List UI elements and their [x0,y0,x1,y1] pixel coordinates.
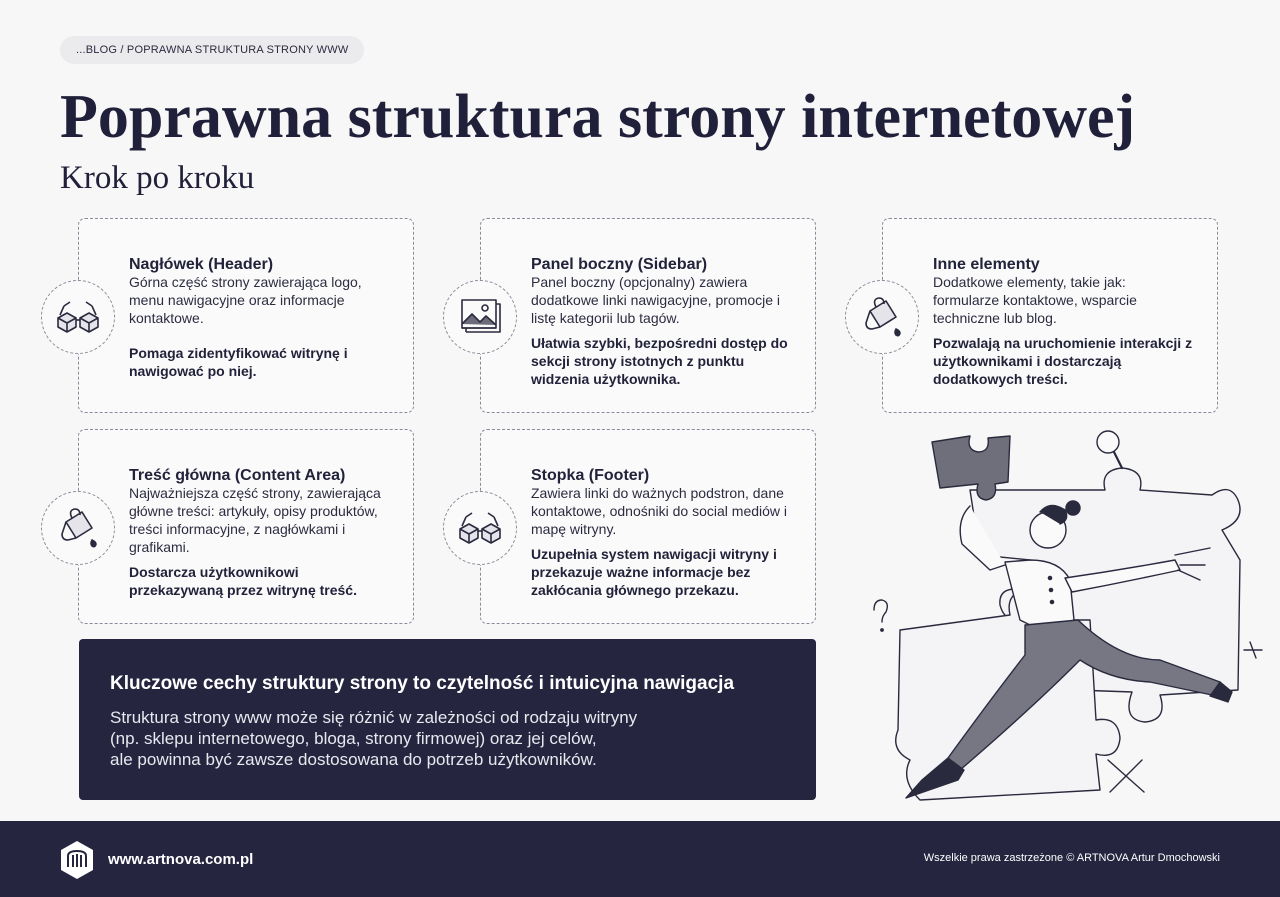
card-footer [480,429,816,624]
site-footer [0,821,1280,897]
artnova-logo-icon[interactable] [59,840,95,880]
paint-bucket-icon [41,491,115,565]
card-title: Nagłówek (Header) [129,256,274,273]
card-description: Najważniejsza część strony, zawierająca główne treści: artykuły, opisy produktów, treści informacyjne, z nagłówkami i grafikami. [129,485,381,555]
banner-text [110,707,750,770]
glasses-icon [41,280,115,354]
key-features-banner [79,639,816,800]
card-content-area [78,429,414,624]
copyright-text: Wszelkie prawa zastrzeżone © ARTNOVA Artur Dmochowski [923,852,1220,864]
site-url-link[interactable]: www.artnova.com.pl [108,851,254,868]
puzzle-person-illustration [860,420,1270,810]
card-emphasis: Pomaga zidentyfikować witrynę i nawigować po niej. [129,345,348,379]
paint-bucket-icon [845,280,919,354]
card-emphasis: Ułatwia szybki, bezpośredni dostęp do sekcji strony istotnych z punktu widzenia użytkownika. [531,335,788,387]
card-emphasis: Uzupełnia system nawigacji witryny i przekazuje ważne informacje bez zakłócania głównego przekazu. [531,546,777,598]
page-title: Poprawna struktura strony internetowej [60,83,1136,151]
banner-line: (np. sklepu internetowego, bloga, strony firmowej) oraz jej celów, [110,729,597,748]
card-emphasis: Dostarcza użytkownikowi przekazywaną przez witrynę treść. [129,564,357,598]
card-description: Panel boczny (opcjonalny) zawiera dodatkowe linki nawigacyjne, promocje i listę kategorii lub tagów. [531,274,781,326]
banner-title: Kluczowe cechy struktury strony to czytelność i intuicyjna nawigacja [110,673,735,694]
card-description: Zawiera linki do ważnych podstron, dane kontaktowe, odnośniki do social mediów i mapę witryny. [531,485,788,537]
card-title: Inne elementy [933,256,1040,273]
card-emphasis: Pozwalają na uruchomienie interakcji z użytkownikami i dostarczają dodatkowych treści. [933,335,1193,387]
image-gallery-icon [443,280,517,354]
card-title: Treść główna (Content Area) [129,467,346,484]
card-other-elements [882,218,1218,413]
banner-line: ale powinna być zawsze dostosowana do potrzeb użytkowników. [110,750,597,769]
banner-line: Struktura strony www może się różnić w zależności od rodzaju witryny [110,708,638,727]
card-description: Górna część strony zawierająca logo, menu nawigacyjne oraz informacje kontaktowe. [129,274,362,326]
card-title: Panel boczny (Sidebar) [531,256,708,273]
breadcrumb[interactable]: ...BLOG / POPRAWNA STRUKTURA STRONY WWW [60,36,364,64]
card-sidebar [480,218,816,413]
card-header [78,218,414,413]
page-subtitle: Krok po kroku [60,160,255,196]
card-description: Dodatkowe elementy, takie jak: formularze kontaktowe, wsparcie techniczne lub blog. [933,274,1137,326]
glasses-icon [443,491,517,565]
card-title: Stopka (Footer) [531,467,650,484]
